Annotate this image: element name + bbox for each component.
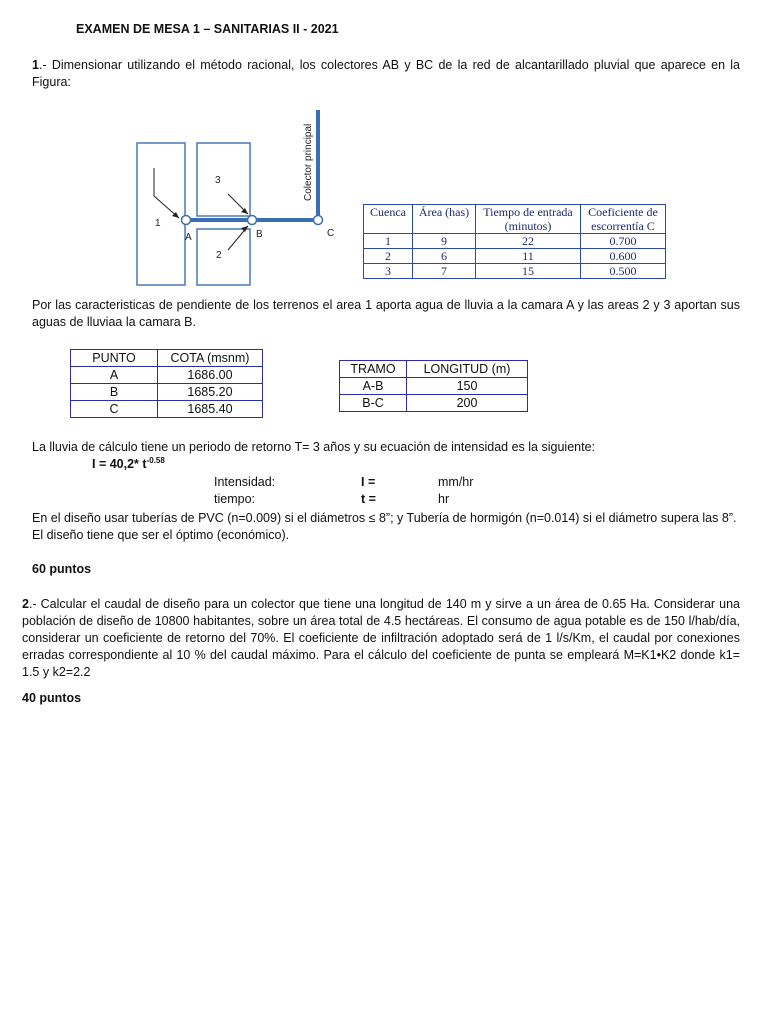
variable-name: Intensidad: (214, 475, 276, 489)
table-cell: A (71, 367, 158, 384)
rain-paragraph: La lluvia de cálculo tiene un periodo de retorno T= 3 años y su ecuación de intensidad es la siguiente: (32, 440, 595, 454)
table-cell: 3 (364, 264, 413, 279)
table-cell: 0.700 (581, 234, 666, 249)
variable-symbol: t = (361, 492, 376, 506)
node-label-a: A (185, 232, 192, 243)
question-1-points: 60 puntos (32, 562, 92, 576)
flow-arrow-1 (154, 168, 179, 218)
node-c (314, 216, 323, 225)
page-title: EXAMEN DE MESA 1 – SANITARIAS II - 2021 (76, 22, 339, 36)
table-cell: 1685.20 (158, 384, 263, 401)
area-3-outline (197, 143, 250, 216)
slope-paragraph: Por las caracteristicas de pendiente de los terrenos el area 1 aporta agua de lluvia a la camara A y las areas 2 y 3 aportan sus aguas de lluviaa la camara B. (32, 298, 740, 329)
table-cell: 6 (413, 249, 476, 264)
question-2-text (22, 596, 740, 681)
table-row (364, 249, 666, 264)
question-2-body: .- Calcular el caudal de diseño para un colector que tiene una longitud de 140 m y sirve a un área de 0.65 Ha. Considerar una población de diseño de 10800 habitantes, sobre un área total de 4.5 hectáreas. El consumo de agua potable es de 150 l/hab/día, considerar un coeficiente de retorno del 70%. El coeficiente de infiltración adoptado será de 1 l/s/Km, el caudal por conexiones erradas correspondiente al 10 % del caudal máximo. Para el cálculo del coeficiente de punta se empleará M=K1•K2 donde k1= 1.5 y k2=2.2 (22, 597, 740, 679)
question-1-text: .- Dimensionar utilizando el método racional, los colectores AB y BC de la red de alcantarillado pluvial que aparece en la Figura: (32, 58, 740, 89)
table-row (71, 384, 263, 401)
node-label-b: B (256, 229, 263, 240)
header-cell: LONGITUD (m) (407, 361, 528, 378)
header-cell: COTA (msnm) (158, 350, 263, 367)
table-row (71, 367, 263, 384)
sewer-network-figure (134, 110, 348, 290)
pipe-paragraph: En el diseño usar tuberías de PVC (n=0.009) si el diámetros ≤ 8”; y Tubería de hormigón (n=0.014) si el diámetro supera las 8”. El diseño tiene que ser el óptimo (económico). (32, 511, 737, 542)
tramo-table (339, 360, 528, 412)
table-cell: 1 (364, 234, 413, 249)
header-cell: Coeficiente de escorrentía C (581, 205, 666, 234)
area-label-2: 2 (216, 250, 222, 261)
question-2-number: 2 (22, 597, 29, 611)
collector-label: Colector principal (303, 123, 314, 201)
question-2-points: 40 puntos (22, 691, 82, 705)
table-cell: 0.600 (581, 249, 666, 264)
intensity-equation (92, 456, 165, 471)
variable-unit: mm/hr (438, 475, 474, 489)
table-row (364, 264, 666, 279)
node-a (182, 216, 191, 225)
table-header-row (364, 205, 666, 234)
table-header-row (71, 350, 263, 367)
header-cell: PUNTO (71, 350, 158, 367)
table-row (364, 234, 666, 249)
table-row (340, 378, 528, 395)
table-cell: 1685.40 (158, 401, 263, 418)
header-cell: Tiempo de entrada (minutos) (476, 205, 581, 234)
area-label-3: 3 (215, 175, 221, 186)
table-cell: 9 (413, 234, 476, 249)
table-cell: 150 (407, 378, 528, 395)
table-cell: 0.500 (581, 264, 666, 279)
table-cell: 11 (476, 249, 581, 264)
area-2-outline (197, 229, 250, 285)
area-1-outline (137, 143, 185, 285)
table-cell: 15 (476, 264, 581, 279)
area-label-1: 1 (155, 218, 161, 229)
table-cell: 1686.00 (158, 367, 263, 384)
equation-exponent: -0.58 (146, 456, 165, 465)
table-cell: B (71, 384, 158, 401)
variable-unit: hr (438, 492, 450, 506)
table-cell: C (71, 401, 158, 418)
node-b (248, 216, 257, 225)
cuenca-table (363, 204, 666, 279)
table-cell: 22 (476, 234, 581, 249)
header-cell: Área (has) (413, 205, 476, 234)
cota-table (70, 349, 263, 418)
variable-symbol: I = (361, 475, 376, 489)
table-row (340, 395, 528, 412)
table-cell: A-B (340, 378, 407, 395)
table-cell: 2 (364, 249, 413, 264)
header-cell: TRAMO (340, 361, 407, 378)
variable-name: tiempo: (214, 492, 255, 506)
table-row (71, 401, 263, 418)
question-1-intro (32, 57, 740, 91)
question-1-number: 1 (32, 58, 39, 72)
header-cell: Cuenca (364, 205, 413, 234)
table-cell: B-C (340, 395, 407, 412)
node-label-c: C (327, 228, 335, 239)
table-cell: 7 (413, 264, 476, 279)
table-header-row (340, 361, 528, 378)
table-cell: 200 (407, 395, 528, 412)
equation-base: I = 40,2* t (92, 457, 147, 472)
